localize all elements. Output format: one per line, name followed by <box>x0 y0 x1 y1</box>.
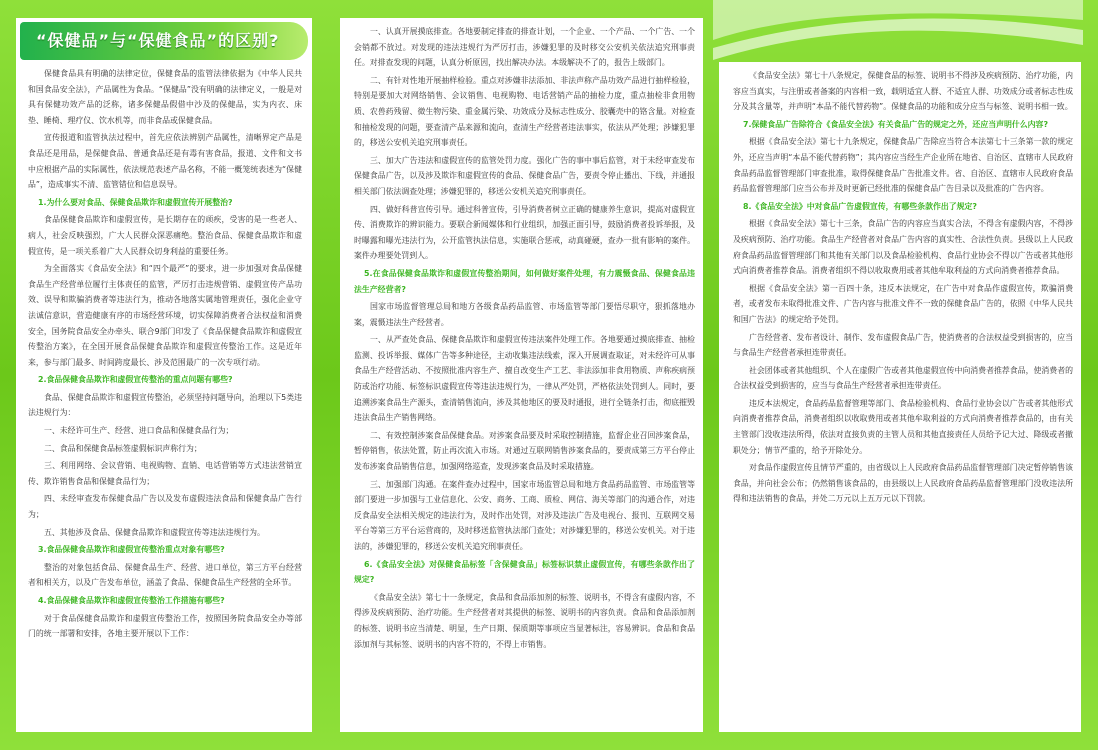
panel-left <box>16 18 312 732</box>
body-paragraph: 宣传报道和监管执法过程中，首先应依法辨别产品属性，清晰界定产品是食品还是用品，是保健食品、普通食品还是有毒有害食品，报道、文件和文书中应根据产品的实际属性，依法规范表述产品名称，不能一概笼统表述为“保健品”，造成事实不清、监管错位和信息误导。 <box>28 133 302 190</box>
section-heading: 3.食品保健食品欺诈和虚假宣传整治重点对象有哪些? <box>38 545 225 555</box>
title-banner <box>20 22 308 60</box>
body-paragraph: 社会团体或者其他组织、个人在虚假广告或者其他虚假宣传中向消费者推荐食品，使消费者的合法权益受到损害的，应当与食品生产经营者承担连带责任。 <box>733 365 1073 391</box>
body-paragraph: 二、食品和保健食品标签虚假标识声称行为； <box>44 443 202 453</box>
body-paragraph: 《食品安全法》第七十八条规定，保健食品的标签、说明书不得涉及疾病预防、治疗功能，内容应当真实，与注册或者备案的内容相一致，载明适宜人群、不适宜人群、功效成分或者标志性成分及其含量等，并声明“本品不能代替药物”。保健食品的功能和成分应当与标签、说明书相一致。 <box>733 71 1073 112</box>
panel-middle <box>340 18 703 732</box>
body-paragraph: 保健食品具有明确的法律定位，保健食品的监管法律依据为《中华人民共和国食品安全法》，产品属性为食品。“保健品”没有明确的法律定义，一般是对具有保健功效产品的泛称，诸多保健品假借中沙及的保健品，实为内衣、床垫、睡椅、理疗仪、饮水机等，而非食品或保健食品。 <box>28 69 302 125</box>
body-paragraph: 四、未经审查发布保健食品广告以及发布虚假违法食品和保健食品广告行为； <box>28 494 302 520</box>
page-title: “保健品”与“保健食品”的区别? <box>36 31 280 50</box>
section-heading: 4.食品保健食品欺诈和虚假宣传整治工作措施有哪些? <box>38 596 225 605</box>
body-paragraph: 国家市场监督管理总局和地方各级食品药品监管、市场监管等部门要悟尽职守，狠抓落地办案，震慑违法生产经营者。 <box>354 302 695 327</box>
body-paragraph: 《食品安全法》第七十一条规定，食品和食品添加剂的标签、说明书，不得含有虚假内容，不得涉及疾病预防、治疗功能。生产经营者对其提供的标签、说明书的内容负责。食品和食品添加剂的标签、说明书应当清楚、明显，生产日期、保质期等事项应当显著标注，容易辨识。食品和食品添加剂与其标签、说明书的内容不符的，不得上市销售。 <box>354 592 695 649</box>
panel-right <box>713 0 1083 750</box>
body-paragraph: 三、利用网络、会议营销、电视购物、直销、电话营销等方式违法营销宣传、欺诈销售食品和保健食品行为； <box>28 461 302 486</box>
section-heading: 2.食品保健食品欺诈和虚假宣传整治的重点问题有哪些? <box>38 375 233 385</box>
body-paragraph: 对于食品保健食品欺诈和虚假宣传整治工作，按照国务院食品安全办等部门的统一部署和安排，各地主要开展以下工作： <box>28 613 302 639</box>
section-heading: 1.为什么要对食品、保健食品欺诈和虚假宣传开展整治? <box>38 197 233 207</box>
body-paragraph: 三、加大广告违法和虚假宣传的监管处罚力度。强化广告的事中事后监管，对于未经审查发布保健食品广告，以及涉及欺诈和虚假宣传的食品、保健食品广告，要责令停止播出、下线，并通报相关部门依法调查处理；涉嫌犯罪的，移送公安机关追究刑事责任。 <box>354 155 695 196</box>
panel2-content <box>354 24 695 652</box>
body-paragraph: 食品保健食品欺诈和虚假宣传，是长期存在的顽疾，受害的是一些老人、病人，社会反映强烈，广大人民群众深恶痛绝。整治食品、保健食品欺诈和虚假宣传，是一项关系着广大人民群众切身利益的重要任务。 <box>28 215 302 256</box>
body-paragraph: 三、加强部门沟通。在案件查办过程中，国家市场监管总局和地方食品药品监管、市场监管等部门要进一步加强与工业信息化、公安、商务、工商、质检、网信、海关等部门的沟通合作，对违反食品安全法相关规定的违法行为，及时作出处罚，对涉及违法广告及电视台、报刊、互联网交易平台等第三方平台运营商的，及时移送监管执法部门查处；对涉嫌犯罪的，移送公安机关。对于违法的，涉嫌犯罪的，移送公安机关追究刑事责任。 <box>354 479 695 551</box>
body-paragraph: 违反本法规定，食品药品监督管理等部门、食品检验机构、食品行业协会以广告或者其他形式向消费者推荐食品，消费者组织以收取费用或者其他牟取利益的方式向消费者推荐食品的，由有关主管部门没收违法所得，依法对直接负责的主管人员和其他直接责任人员给予记大过、降级或者撤职处分；情节严重的，给予开除处分。 <box>733 398 1073 455</box>
body-paragraph: 对食品作虚假宣传且情节严重的，由省级以上人民政府食品药品监督管理部门决定暂停销售该食品，并向社会公布；仍然销售该食品的，由县级以上人民政府食品药品监督管理部门没收违法所得和违法销售的食品，并处二万元以上五万元以下罚款。 <box>733 463 1073 504</box>
panel3-content <box>733 68 1073 507</box>
section-heading: 6.《食品安全法》对保健食品标签「含保健食品」标签标识禁止虚假宣传，有哪些条款作出了规定? <box>354 559 695 585</box>
body-paragraph: 二、有效控制涉案食品保健食品。对涉案食品要及时采取控制措施，监督企业召回涉案食品，暂停销售，依法处置，防止再次流入市场。对通过互联网销售涉案食品的，要责成第三方平台停止发布涉案食品销售信息，加强网络巡查，发现涉案食品及时采取措施。 <box>354 430 695 472</box>
body-paragraph: 根据《食品安全法》第七十三条，食品广告的内容应当真实合法，不得含有虚假内容，不得涉及疾病预防、治疗功能。食品生产经营者对食品广告内容的真实性、合法性负责。县级以上人民政府食品药品监督管理部门和其他有关部门以及食品检验机构、食品行业协会不得以广告或者其他形式向消费者推荐食品。消费者组织不得以收取费用或者其他牟取利益的方式向消费者推荐食品。 <box>733 219 1073 276</box>
body-paragraph: 四、做好科普宣传引导。通过科普宣传，引导消费者树立正确的健康养生意识，提高对虚假宣传、消费欺诈的辨识能力。要联合新闻媒体和行业组织，加强正面引导，鼓励消费者投诉举报，及时曝露和曝光违法行为，公开监管执法信息，实施联合惩戒，动真碰硬，查办一批有影响的案件。案件办理要处罚到人。 <box>354 204 695 261</box>
body-paragraph: 五、其他涉及食品、保健食品欺诈和虚假宣传等违法违规行为。 <box>44 527 265 537</box>
body-paragraph: 根据《食品安全法》第一百四十条，违反本法规定，在广告中对食品作虚假宣传，欺骗消费者，或者发布未取得批准文件、广告内容与批准文件不一致的保健食品广告的，依照《中华人民共和国广告法》的规定给予处罚。 <box>733 283 1073 324</box>
body-paragraph: 为全面落实《食品安全法》和“四个最严”的要求，进一步加强对食品保健食品生产经营单位履行主体责任的监管，严厉打击违规营销、虚假宣传产品功效、误导和欺骗消费者等违法行为，推动各地落实属地管理责任，强化企业守法诚信意识，营造健康有序的市场经营环境，切实保障消费者合法权益和消费安全，国务院食品安全办牵头、联合9部门印发了《食品保健食品欺诈和虚假宣传整治方案》，在全国开展食品保健食品欺诈和虚假宣传整治工作。这是近年来，参与部门最多、时间跨度最长、涉及范围最广的一次专项行动。 <box>28 264 302 367</box>
panel1-content <box>28 66 302 642</box>
body-paragraph: 一、从严查处食品、保健食品欺诈和虚假宣传违法案件处理工作。各地要通过摸底排查、抽检监测、投诉举报、媒体广告等多种途径，主动收集违法线索，深入开展调查取证，对未经许可从事食品生产经营活动、不按照批准内容生产、擅自改变生产工艺、非法添加非食用物质、声称疾病预防或治疗功能、标签标识虚假宣传等违法违规行为，一律从严处罚，严格依法处罚到人。同时，要追溯涉案食品生产源头，查清销售流向，涉及其他地区的要及时通报，进行全链条打击，彻底摧毁违法食品生产销售网络。 <box>354 335 695 423</box>
body-paragraph: 食品、保健食品欺诈和虚假宣传整治，必须坚持问题导向，治理以下5类违法违规行为： <box>28 392 302 418</box>
body-paragraph: 二、有针对性地开展抽样检验。重点对涉嫌非法添加、非法声称产品功效产品进行抽样检验，特别是要加大对网络销售、会议销售、电视购物、电话营销产品的抽检力度，重点抽检非食用物质、农兽药残留、微生物污染、重金属污染、功效成分及标志性成分、胶囊壳中的铬含量。对检查和抽检发现的问题，要查清产品来源和流向，查清生产经营者违法事实，依法从严处理；涉嫌犯罪的，移送公安机关追究刑事责任。 <box>354 75 695 148</box>
body-paragraph: 根据《食品安全法》第七十九条规定，保健食品广告除应当符合本法第七十三条第一款的规定外，还应当声明“本品不能代替药物”；其内容应当经生产企业所在地省、自治区、直辖市人民政府食品药品监督管理部门审查批准，取得保健食品广告批准文件。省、自治区、直辖市人民政府食品药品监督管理部门应当公布并及时更新已经批准的保健食品广告目录以及批准的广告内容。 <box>733 137 1073 194</box>
body-paragraph: 一、未经许可生产、经营、进口食品和保健食品行为； <box>44 426 234 436</box>
section-heading: 8.《食品安全法》中对食品广告虚假宣传，有哪些条款作出了规定? <box>743 201 978 211</box>
body-paragraph: 广告经营者、发布者设计、制作、发布虚假食品广告，使消费者的合法权益受到损害的，应当与食品生产经营者承担连带责任。 <box>733 332 1073 358</box>
section-heading: 7.保健食品广告除符合《食品安全法》有关食品广告的规定之外，还应当声明什么内容? <box>743 119 1049 129</box>
body-paragraph: 一、认真开展摸底排查。各地要制定排查的排查计划，一个企业、一个产品、一个广告、一个会销都不放过。对发现的违法违规行为严厉打击，涉嫌犯罪的及时移交公安机关依法追究刑事责任。对排查发现的问题，认真分析原因，找出解决办法。本级解决不了的，报告上级部门。 <box>354 27 695 68</box>
section-heading: 5.在食品保健食品欺诈和虚假宣传整治期间，如何做好案件处理，有力震慑食品、保健食品违法生产经营者? <box>354 268 695 294</box>
body-paragraph: 整治的对象包括食品、保健食品生产、经营、进口单位，第三方平台经营者和相关方，以及广告发布单位，涵盖了食品、保健食品生产经营的全环节。 <box>28 562 302 588</box>
